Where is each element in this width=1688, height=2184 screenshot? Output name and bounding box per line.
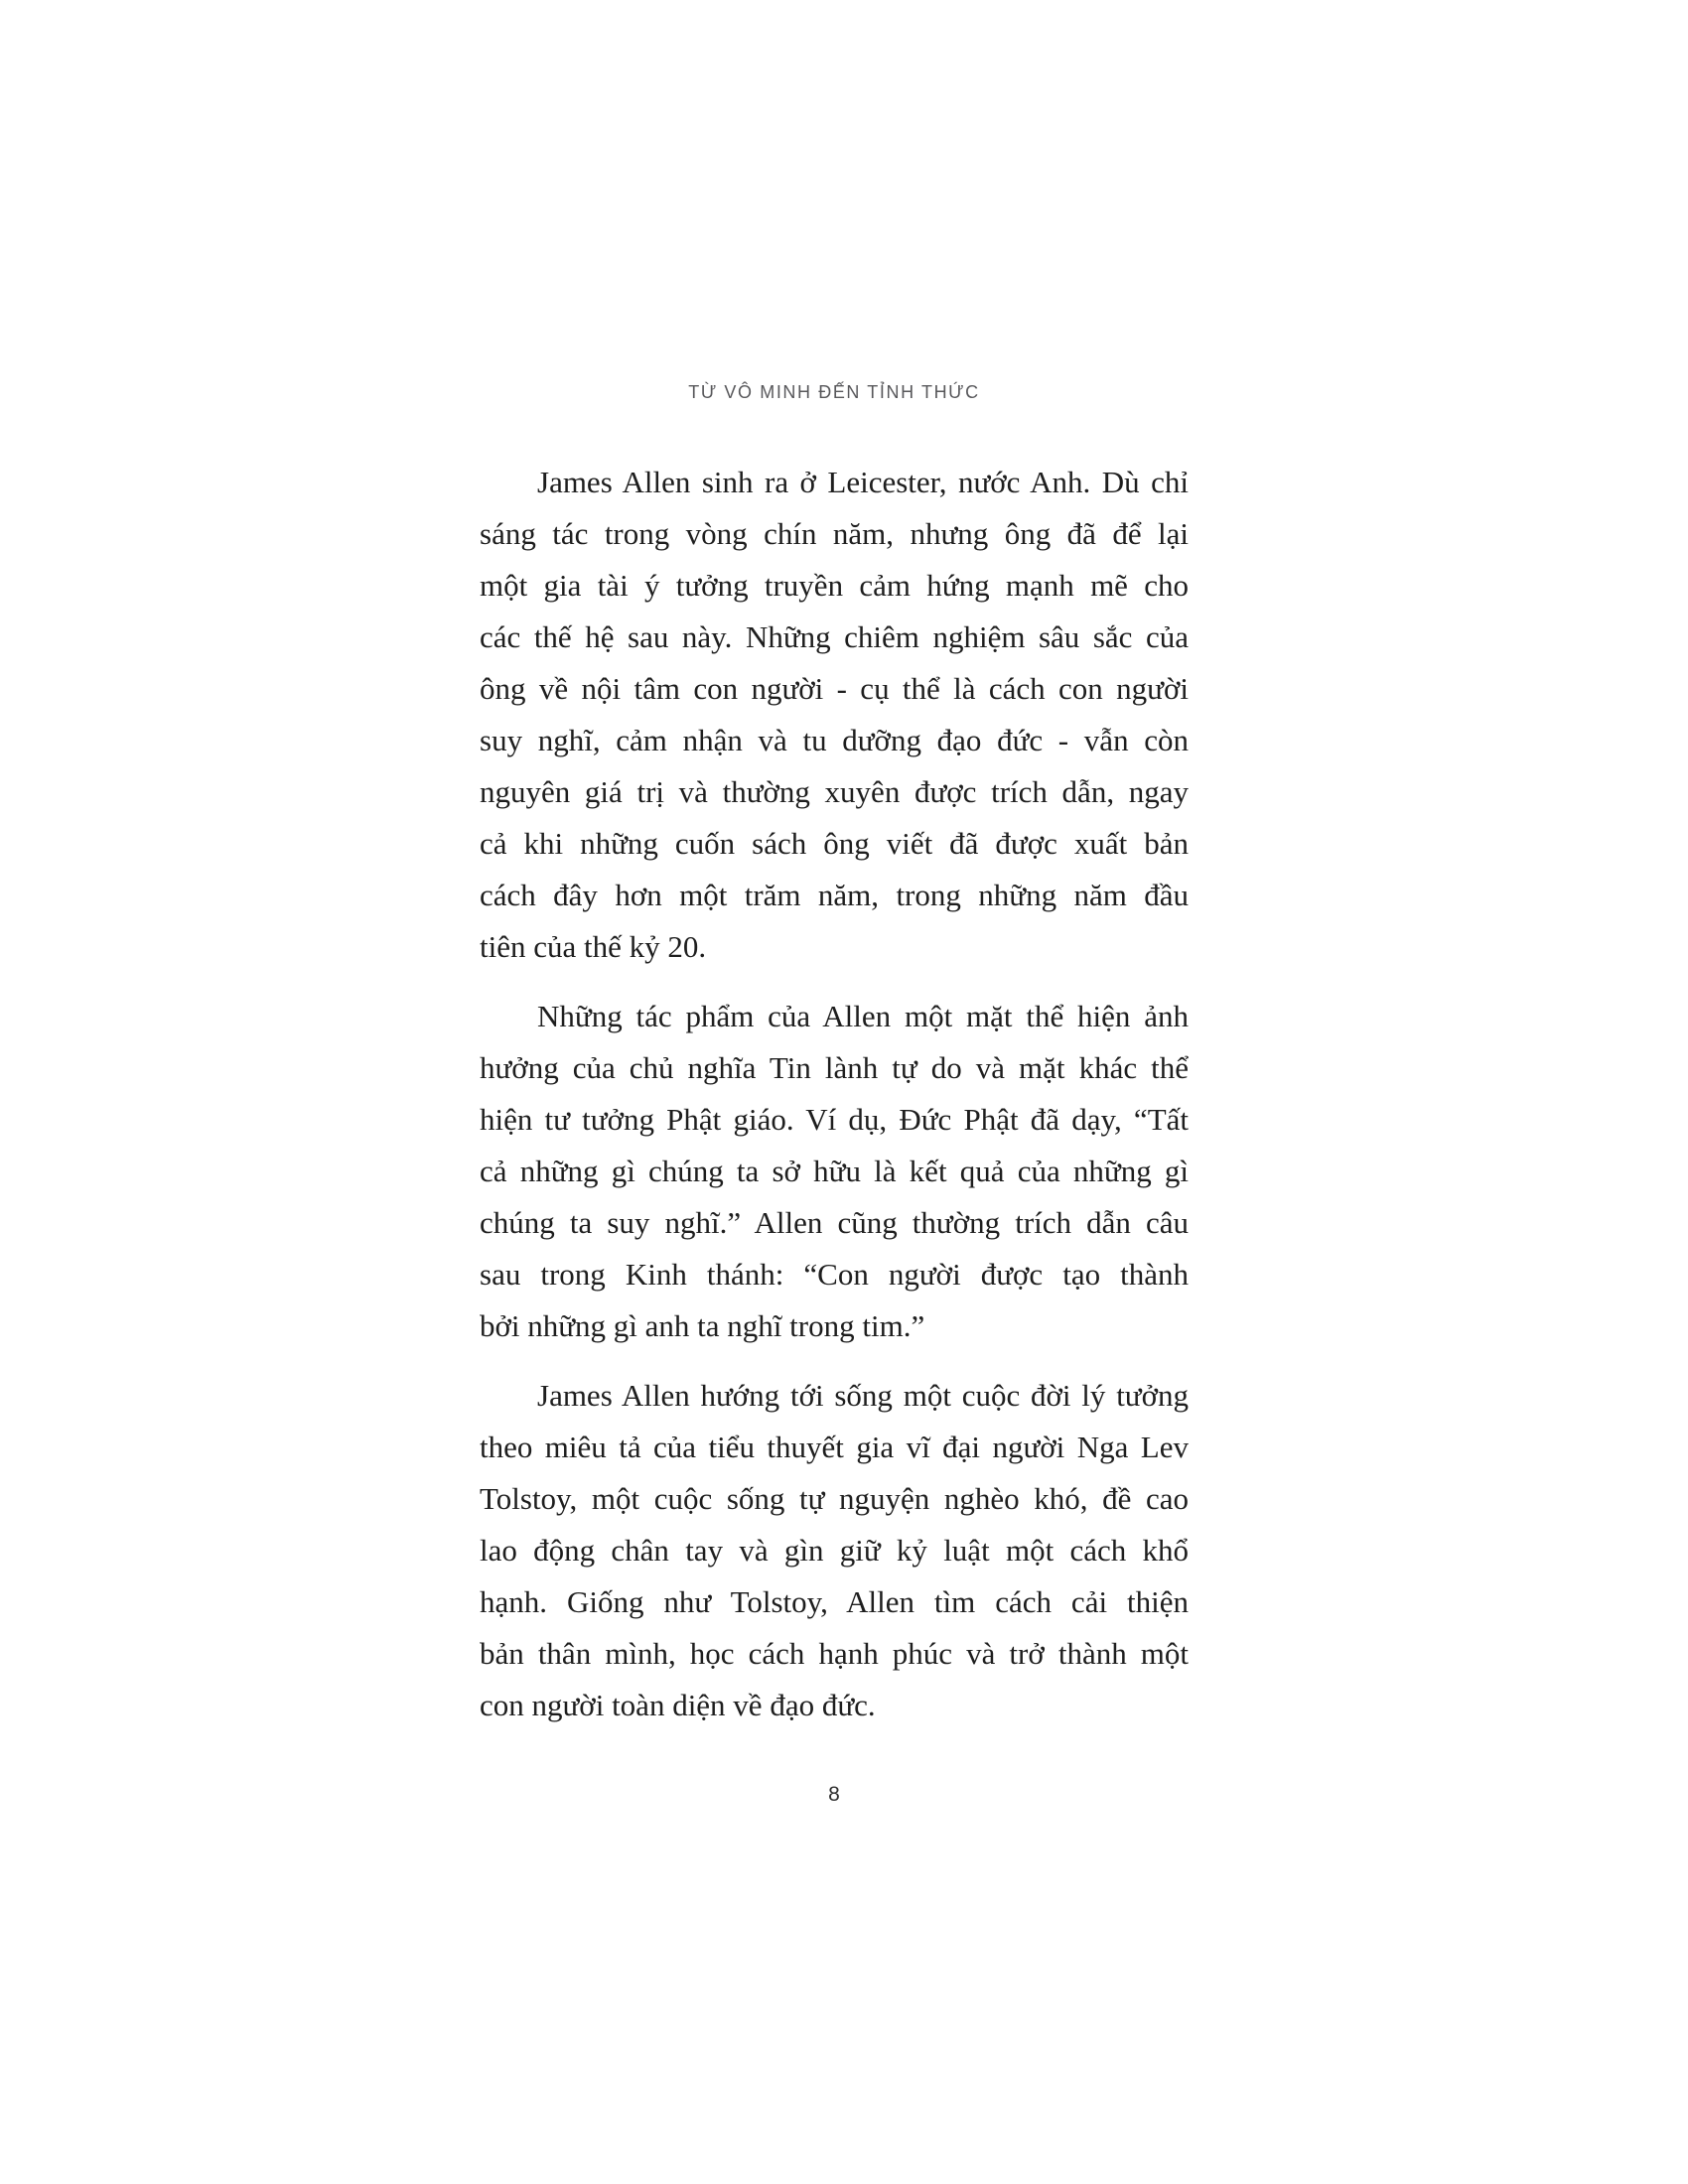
text-line: sáng tác trong vòng chín năm, nhưng ông đã để lại [480, 516, 1189, 551]
text-line: James Allen hướng tới sống một cuộc đời lý tưởng [537, 1378, 1189, 1413]
paragraph [480, 1370, 1189, 1731]
text-line: bản thân mình, học cách hạnh phúc và trở thành một [480, 1636, 1189, 1671]
text-line: hưởng của chủ nghĩa Tin lành tự do và mặt khác thể [480, 1050, 1189, 1085]
text-line: nguyên giá trị và thường xuyên được trích dẫn, ngay [480, 774, 1189, 809]
text-line: sau trong Kinh thánh: “Con người được tạo thành [480, 1257, 1189, 1292]
page-number: 8 [828, 1783, 840, 1806]
body-text [480, 457, 1189, 1731]
text-line: Tolstoy, một cuộc sống tự nguyện nghèo khó, đề cao [480, 1481, 1189, 1516]
text-line: cách đây hơn một trăm năm, trong những năm đầu [480, 878, 1189, 912]
text-line: hạnh. Giống như Tolstoy, Allen tìm cách cải thiện [480, 1584, 1189, 1619]
text-line: con người toàn diện về đạo đức. [480, 1688, 876, 1722]
text-line: cả những gì chúng ta sở hữu là kết quả của những gì [480, 1154, 1189, 1188]
paragraph [480, 991, 1189, 1352]
text-line: các thế hệ sau này. Những chiêm nghiệm sâu sắc của [480, 619, 1189, 654]
text-line: James Allen sinh ra ở Leicester, nước Anh. Dù chỉ [537, 465, 1189, 499]
text-line: theo miêu tả của tiểu thuyết gia vĩ đại người Nga Lev [480, 1430, 1189, 1464]
text-line: cả khi những cuốn sách ông viết đã được xuất bản [480, 826, 1189, 861]
text-line: bởi những gì anh ta nghĩ trong tim.” [480, 1308, 925, 1343]
text-line: suy nghĩ, cảm nhận và tu dưỡng đạo đức - vẫn còn [480, 723, 1189, 757]
text-line: tiên của thế kỷ 20. [480, 929, 707, 964]
running-header: TỪ VÔ MINH ĐẾN TỈNH THỨC [688, 382, 980, 402]
text-line: hiện tư tưởng Phật giáo. Ví dụ, Đức Phật đã dạy, “Tất [480, 1102, 1189, 1137]
text-line: chúng ta suy nghĩ.” Allen cũng thường trích dẫn câu [480, 1205, 1189, 1240]
paragraph [480, 457, 1189, 973]
text-line: ông về nội tâm con người - cụ thể là cách con người [480, 671, 1189, 706]
text-line: Những tác phẩm của Allen một mặt thể hiện ảnh [537, 999, 1189, 1033]
text-line: một gia tài ý tưởng truyền cảm hứng mạnh mẽ cho [480, 568, 1189, 603]
text-line: lao động chân tay và gìn giữ kỷ luật một cách khổ [480, 1533, 1189, 1568]
